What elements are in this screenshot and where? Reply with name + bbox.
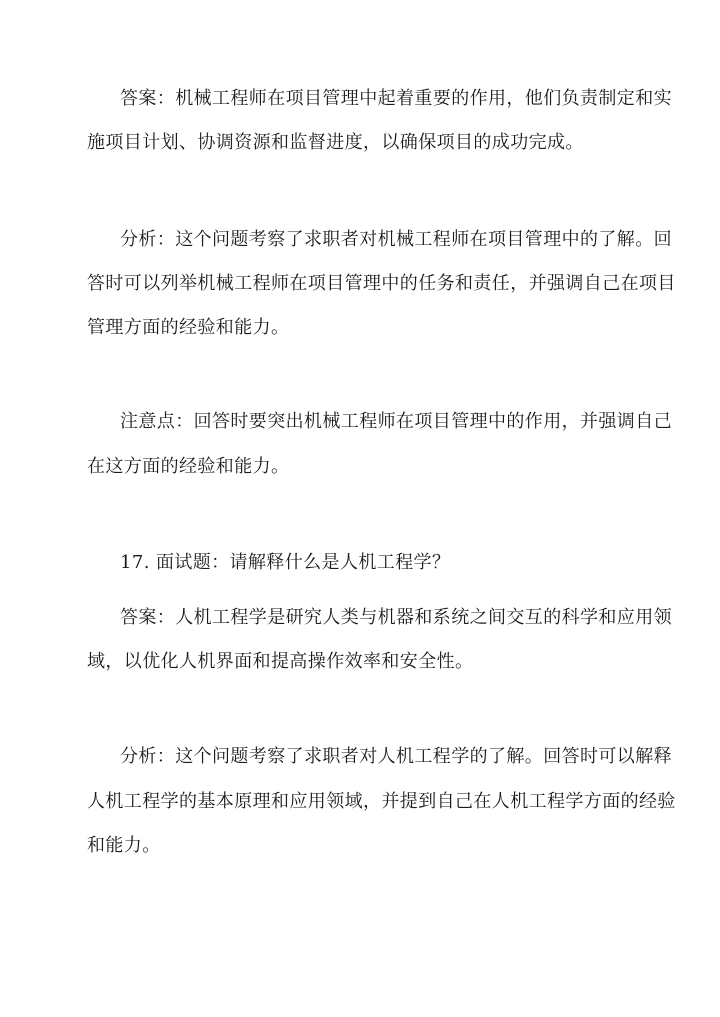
analysis-16-line-1: 分析：这个问题考察了求职者对机械工程师在项目管理中的了解。回 (120, 229, 672, 250)
notes-16-line-1: 注意点：回答时要突出机械工程师在项目管理中的作用，并强调自己 (120, 411, 672, 432)
analysis-17-line-2: 人机工程学的基本原理和应用领域，并提到自己在人机工程学方面的经验 (87, 791, 676, 812)
analysis-17-line-1: 分析：这个问题考察了求职者对人机工程学的了解。回答时可以解释 (120, 746, 672, 767)
analysis-16-line-3: 管理方面的经验和能力。 (87, 317, 290, 338)
question-17-heading: 17. 面试题：请解释什么是人机工程学？ (120, 552, 451, 573)
answer-16-line-1: 答案：机械工程师在项目管理中起着重要的作用，他们负责制定和实 (120, 88, 672, 109)
answer-17-line-2: 域，以优化人机界面和提高操作效率和安全性。 (87, 651, 474, 672)
answer-17-line-1: 答案：人机工程学是研究人类与机器和系统之间交互的科学和应用领 (120, 607, 672, 628)
notes-16-line-2: 在这方面的经验和能力。 (87, 456, 290, 477)
analysis-16-line-2: 答时可以列举机械工程师在项目管理中的任务和责任，并强调自己在项目 (87, 273, 676, 294)
answer-16-line-2: 施项目计划、协调资源和监督进度，以确保项目的成功完成。 (87, 132, 584, 153)
analysis-17-line-3: 和能力。 (87, 835, 161, 856)
